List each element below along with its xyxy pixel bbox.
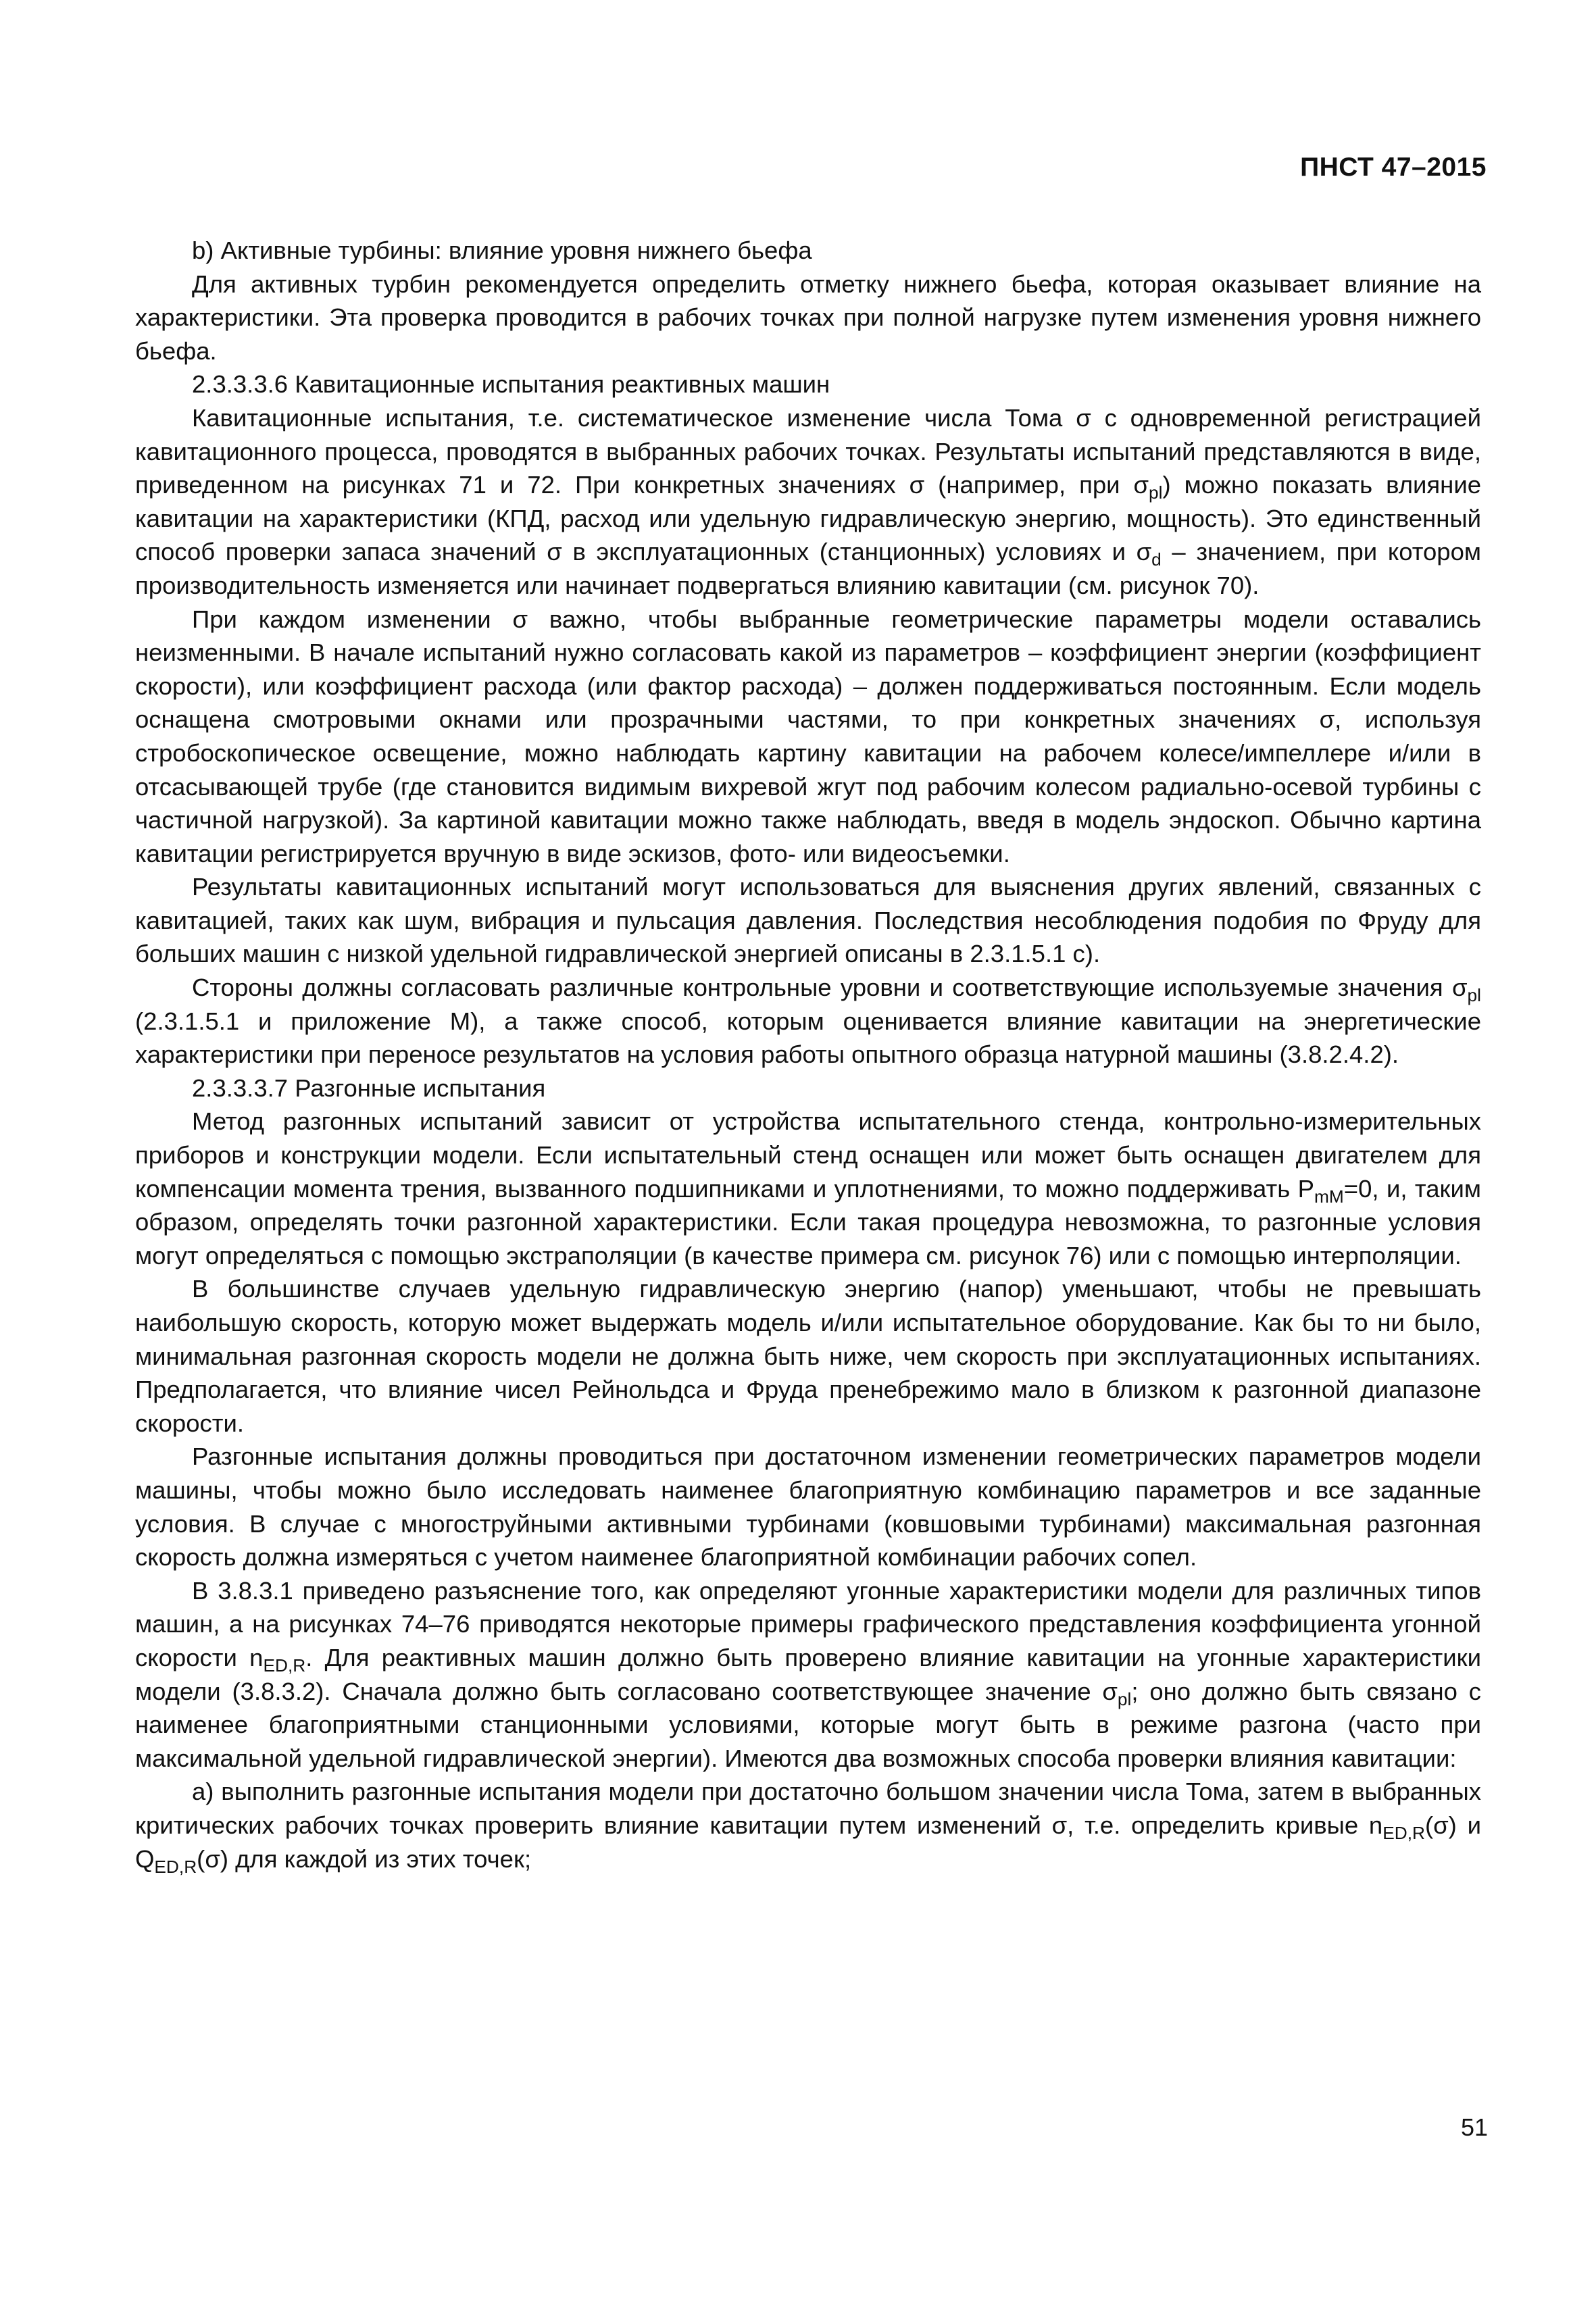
paragraph: Разгонные испытания должны проводиться при достаточном изменении геометрических параметров модели машины, чтобы можно было исследовать наименее благоприятную комбинацию параметров и все заданные условия. В случае с многоструйными активными турбинами (ковшовыми турбинами) максимальная разгонная скорость должна измеряться с учетом наименее благоприятной комбинации рабочих сопел. <box>135 1442 1481 1571</box>
document-body <box>135 234 1481 1876</box>
paragraph: При каждом изменении σ важно, чтобы выбранные геометрические параметры модели оставались неизменными. В начале испытаний нужно согласовать какой из параметров – коэффициент энергии (коэффициент скорости), или коэффициент расхода (или фактор расхода) – должен поддерживаться постоянным. Если модель оснащена смотровыми окнами или прозрачными частями, то при конкретных значениях σ, используя стробоскопическое освещение, можно наблюдать картину кавитации на рабочем колесе/импеллере и/или в отсасывающей трубе (где становится видимым вихревой жгут под рабочим колесом радиально-осевой турбины с частичной нагрузкой). За картиной кавитации можно также наблюдать, введя в модель эндоскоп. Обычно картина кавитации регистрируется вручную в виде эскизов, фото- или видеосъемки. <box>135 605 1481 867</box>
subscript: ED,R <box>1382 1822 1425 1843</box>
text-run: ) можно показать влияние кавитации на характеристики (КПД, расход или удельную гидравлическую энергию, мощность). Это единственный способ проверки запаса значений σ в эксплуатационных (станционных) условиях и σ <box>135 471 1482 566</box>
section-heading: 2.3.3.3.7 Разгонные испытания <box>192 1074 546 1102</box>
list-item-a <box>135 1775 1481 1876</box>
subscript: d <box>1151 549 1162 570</box>
text-run: ; оно должно быть связано с наименее благоприятными станционными условиями, которые могут быть в режиме разгона (часто при максимальной удельной гидравлической энергии). Имеются два возможных способа проверки влияния кавитации: <box>135 1677 1481 1772</box>
text-run: – значением, при котором производительность изменяется или начинает подвергаться влиянию кавитации (см. рисунок 70). <box>135 538 1481 599</box>
text-run: =0, и, таким образом, определять точки разгонной характеристики. Если такая процедура невозможна, то разгонные условия могут определяться с помощью экстраполяции (в качестве примера см. рисунок 76) или с помощью интерполяции. <box>135 1174 1481 1269</box>
text-run: В 3.8.3.1 приведено разъяснение того, как определяют угонные характеристики модели для различных типов машин, а на рисунках 74–76 приводятся некоторые примеры графического представления коэффициента угонной скорости n <box>135 1576 1481 1671</box>
text-run: Кавитационные испытания, т.е. систематическое изменение числа Тома σ с одновременной регистрацией кавитационного процесса, проводятся в выбранных рабочих точках. Результаты испытаний представляются в виде, приведенном на рисунках 71 и 72. При конкретных значениях σ (например, при σ <box>135 403 1481 499</box>
paragraph <box>135 401 1481 603</box>
subscript: mM <box>1314 1186 1344 1207</box>
paragraph: Результаты кавитационных испытаний могут использоваться для выяснения других явлений, связанных с кавитацией, таких как шум, вибрация и пульсация давления. Последствия несоблюдения подобия по Фруду для больших машин с низкой удельной гидравлической энергией описаны в 2.3.1.5.1 с). <box>135 873 1481 968</box>
paragraph <box>135 1105 1481 1272</box>
paragraph <box>135 1574 1481 1776</box>
subscript: pl <box>1149 482 1163 503</box>
paragraph <box>135 971 1481 1072</box>
paragraph: В большинстве случаев удельную гидравлическую энергию (напор) уменьшают, чтобы не превышать наибольшую скорость, которую может выдержать модель и/или испытательное оборудование. Как бы то ни было, минимальная разгонная скорость модели не должна быть ниже, чем скорость при эксплуатационных испытаниях. Предполагается, что влияние чисел Рейнольдса и Фруда пренебрежимо мало в близком к разгонной диапазоне скорости. <box>135 1275 1481 1437</box>
text-run: (σ) для каждой из этих точек; <box>197 1844 532 1873</box>
section-heading: 2.3.3.3.6 Кавитационные испытания реактивных машин <box>192 370 830 399</box>
text-run: (2.3.1.5.1 и приложение М), а также способ, которым оценивается влияние кавитации на энергетические характеристики при переносе результатов на условия работы опытного образца натурной машины (3.8.2.4.2). <box>135 1007 1481 1069</box>
list-item-b-heading: b) Активные турбины: влияние уровня нижнего бьефа <box>192 236 812 264</box>
subscript: pl <box>1117 1688 1132 1709</box>
subscript: ED,R <box>154 1856 197 1877</box>
text-run: Метод разгонных испытаний зависит от устройства испытательного стенда, контрольно-измерительных приборов и конструкции модели. Если испытательный стенд оснащен или может быть оснащен двигателем для компенсации момента трения, вызванного подшипниками и уплотнениями, то можно поддерживать P <box>135 1107 1481 1203</box>
subscript: ED,R <box>263 1655 306 1676</box>
document-code: ПНСТ 47–2015 <box>1300 153 1487 182</box>
text-run: а) выполнить разгонные испытания модели при достаточно большом значении числа Тома, затем в выбранных критических рабочих точках проверить влияние кавитации путем изменений σ, т.е. определить кривые n <box>135 1778 1481 1839</box>
paragraph: Для активных турбин рекомендуется определить отметку нижнего бьефа, которая оказывает влияние на характеристики. Эта проверка проводится в рабочих точках при полной нагрузке путем изменения уровня нижнего бьефа. <box>135 270 1481 365</box>
page-number: 51 <box>1460 2113 1488 2141</box>
text-run: Стороны должны согласовать различные контрольные уровни и соответствующие используемые значения σ <box>192 974 1468 1002</box>
subscript: pl <box>1467 984 1481 1005</box>
text-run: . Для реактивных машин должно быть проверено влияние кавитации на угонные характеристики модели (3.8.3.2). Сначала должно быть согласовано соответствующее значение σ <box>135 1643 1481 1705</box>
text-run: (σ) и Q <box>135 1811 1481 1873</box>
